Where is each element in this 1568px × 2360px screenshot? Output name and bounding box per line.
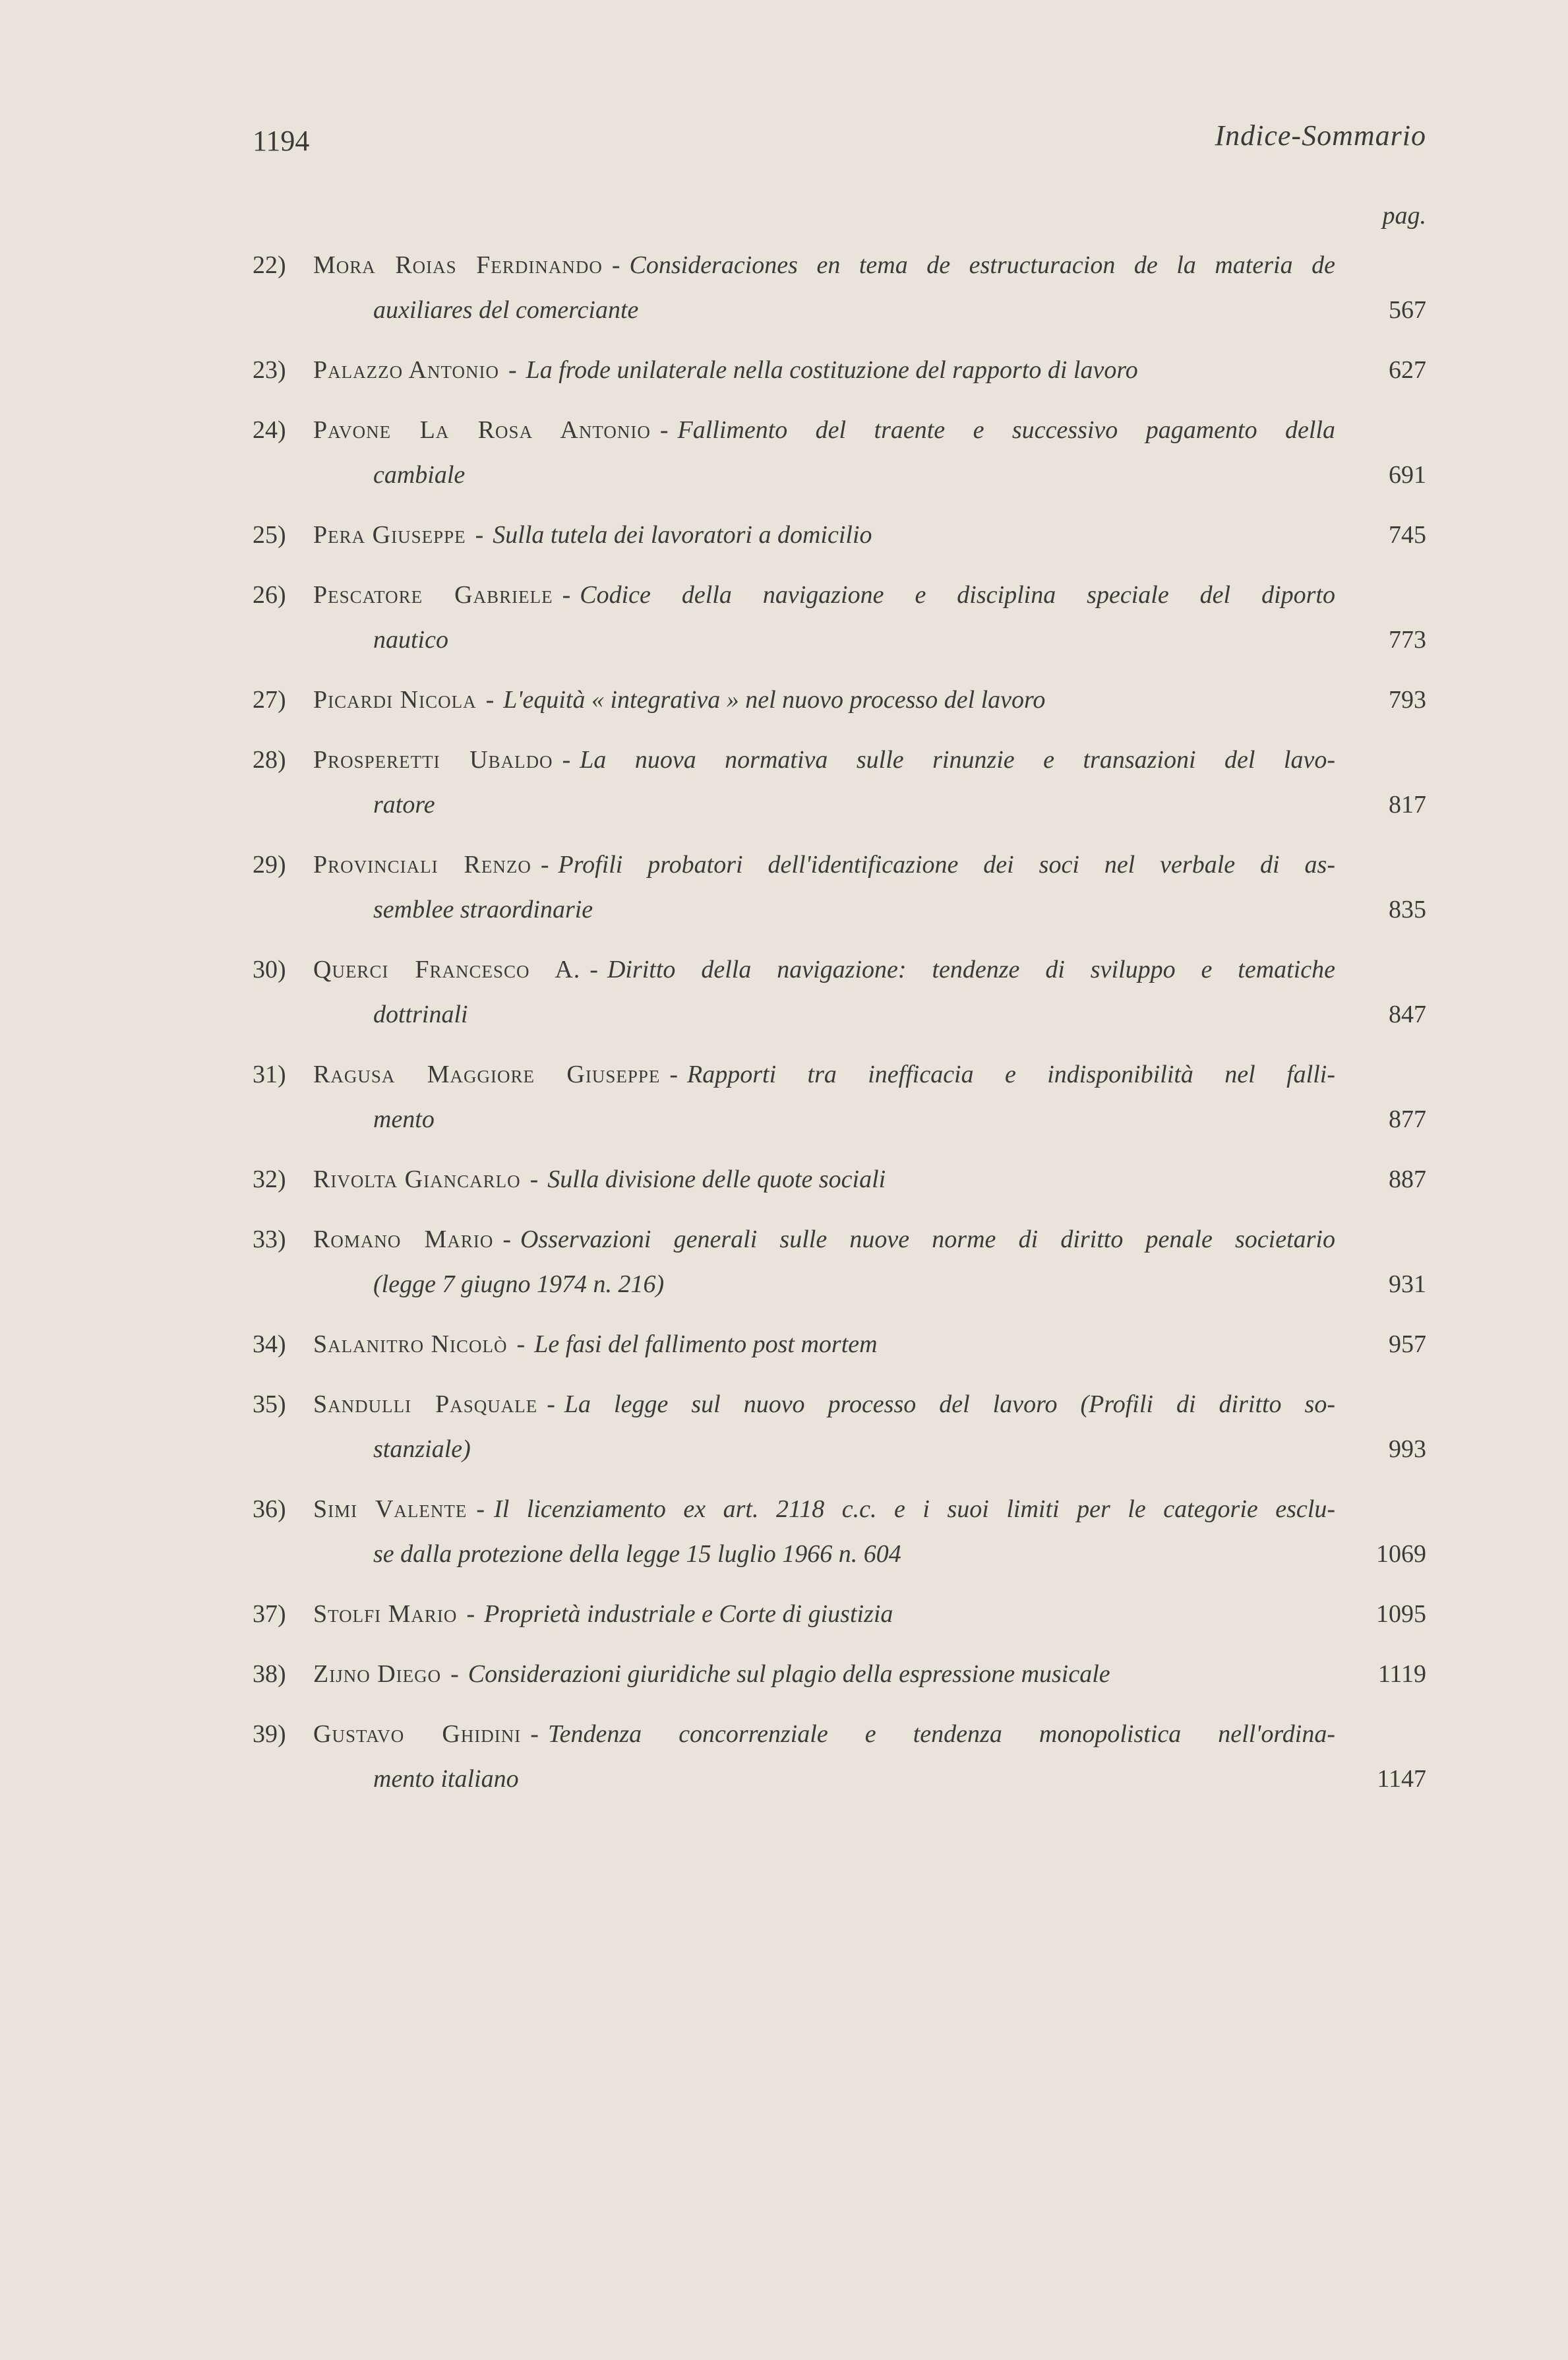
- toc-entry: [253, 1052, 1426, 1142]
- page-number: 1194: [253, 125, 310, 157]
- entry-line-text: [373, 288, 638, 332]
- separator-dash: -: [475, 521, 484, 549]
- entry-number: 27): [253, 686, 286, 714]
- separator-dash: -: [485, 686, 495, 714]
- entry-author: Provinciali Renzo: [313, 851, 531, 879]
- entry-body: [313, 1322, 1335, 1367]
- entry-author: Pescatore Gabriele: [313, 581, 553, 609]
- entry-title: Le fasi del fallimento post mortem: [534, 1330, 878, 1358]
- entry-line-text: [313, 348, 1138, 392]
- leader-dots: [1054, 677, 1335, 722]
- entry-title: Diritto della navigazione: tendenze di sviluppo e tematiche: [607, 956, 1335, 983]
- separator-dash: -: [547, 1390, 555, 1418]
- toc-entry: [253, 1217, 1426, 1307]
- entry-author: Ragusa Maggiore Giuseppe: [313, 1061, 661, 1088]
- entry-title: Sulla tutela dei lavoratori a domicilio: [493, 521, 872, 549]
- entry-body: [313, 1052, 1335, 1142]
- entry-title: mento: [373, 1105, 435, 1133]
- entry-number: 37): [253, 1600, 286, 1628]
- entry-line: [313, 1532, 1335, 1576]
- separator-dash: -: [530, 1720, 539, 1748]
- running-header-title: Indice-Sommario: [1215, 119, 1426, 152]
- entry-author: Mora Roias Ferdinando: [313, 251, 603, 279]
- entry-line: [313, 512, 1335, 557]
- entry-author: Palazzo Antonio: [313, 356, 499, 384]
- leader-dots: [911, 1532, 1335, 1576]
- entry-title: mento italiano: [373, 1765, 519, 1793]
- entry-line: [313, 842, 1335, 887]
- separator-dash: -: [508, 356, 517, 384]
- entry-body: [313, 348, 1335, 392]
- toc-entry: [253, 408, 1426, 497]
- entry-title: Consideraciones en tema de estructuracion de la materia de: [629, 251, 1335, 279]
- separator-dash: -: [659, 416, 669, 444]
- entry-line: [313, 243, 1335, 288]
- entry-number: 36): [253, 1495, 286, 1523]
- entry-body: [313, 1712, 1335, 1801]
- toc-entry: [253, 348, 1426, 392]
- entry-number: 32): [253, 1165, 286, 1193]
- entry-line-text: [373, 1532, 901, 1576]
- entry-line-text: [313, 1322, 878, 1367]
- entry-line-text: [373, 617, 448, 662]
- entry-line: [313, 1052, 1335, 1097]
- entry-page: 817: [1389, 791, 1426, 819]
- leader-dots: [902, 1592, 1335, 1636]
- separator-dash: -: [466, 1600, 475, 1628]
- entry-body: [313, 677, 1335, 722]
- leader-dots: [887, 1322, 1335, 1367]
- toc-entry: [253, 1382, 1426, 1472]
- entry-body: [313, 243, 1335, 332]
- entry-number: 38): [253, 1660, 286, 1688]
- entry-title: ratore: [373, 791, 435, 819]
- entry-line: [313, 1652, 1335, 1696]
- leader-dots: [895, 1157, 1335, 1202]
- entry-body: [313, 512, 1335, 557]
- toc-entry: [253, 573, 1426, 662]
- entry-body: [313, 573, 1335, 662]
- entry-author: Salanitro Nicolò: [313, 1330, 508, 1358]
- entry-line: [313, 1322, 1335, 1367]
- entry-page: 1119: [1377, 1660, 1426, 1688]
- table-of-contents: [253, 243, 1426, 1817]
- entry-line: [313, 288, 1335, 332]
- leader-dots: [528, 1756, 1335, 1801]
- separator-dash: -: [450, 1660, 459, 1688]
- entry-line: [313, 677, 1335, 722]
- leader-dots: [648, 288, 1335, 332]
- entry-line: [313, 947, 1335, 992]
- entry-line-text: [313, 512, 872, 557]
- entry-line-text: [313, 677, 1045, 722]
- entry-page: 773: [1389, 626, 1426, 654]
- entry-title: Proprietà industriale e Corte di giustizia: [484, 1600, 893, 1628]
- entry-line: [313, 1427, 1335, 1472]
- entry-page: 931: [1389, 1270, 1426, 1298]
- entry-line: [313, 782, 1335, 827]
- leader-dots: [477, 992, 1335, 1037]
- toc-entry: [253, 842, 1426, 932]
- entry-body: [313, 737, 1335, 827]
- entry-line: [313, 1382, 1335, 1427]
- entry-page: 993: [1389, 1435, 1426, 1463]
- entry-body: [313, 1217, 1335, 1307]
- toc-entry: [253, 1157, 1426, 1202]
- entry-page: 847: [1389, 1001, 1426, 1028]
- entry-author: Picardi Nicola: [313, 686, 477, 714]
- entry-title: Fallimento del traente e successivo pagamento della: [677, 416, 1335, 444]
- entry-author: Gustavo Ghidini: [313, 1720, 522, 1748]
- entry-title: L'equità « integrativa » nel nuovo processo del lavoro: [503, 686, 1046, 714]
- entry-author: Querci Francesco A.: [313, 956, 581, 983]
- entry-title: semblee straordinarie: [373, 896, 593, 923]
- leader-dots: [480, 1427, 1335, 1472]
- entry-title: Osservazioni generali sulle nuove norme di diritto penale societario: [520, 1226, 1335, 1253]
- entry-number: 26): [253, 581, 286, 609]
- entry-author: Pera Giuseppe: [313, 521, 466, 549]
- entry-line: [313, 1217, 1335, 1262]
- entry-author: Sandulli Pasquale: [313, 1390, 538, 1418]
- entry-line: [313, 348, 1335, 392]
- entry-number: 22): [253, 251, 286, 279]
- entry-page: 1069: [1376, 1540, 1426, 1568]
- toc-entry: [253, 1487, 1426, 1576]
- entry-title: auxiliares del comerciante: [373, 296, 639, 324]
- entry-number: 31): [253, 1061, 286, 1088]
- separator-dash: -: [516, 1330, 526, 1358]
- entry-number: 28): [253, 746, 286, 774]
- page-column-label: pag.: [1382, 202, 1426, 230]
- entry-page: 957: [1389, 1330, 1426, 1358]
- entry-page: 835: [1389, 896, 1426, 923]
- entry-number: 34): [253, 1330, 286, 1358]
- toc-entry: [253, 1592, 1426, 1636]
- separator-dash: -: [669, 1061, 678, 1088]
- entry-page: 793: [1389, 686, 1426, 714]
- entry-title: La legge sul nuovo processo del lavoro (Profili di diritto so-: [564, 1390, 1336, 1418]
- entry-page: 887: [1389, 1165, 1426, 1193]
- separator-dash: -: [562, 746, 571, 774]
- toc-entry: [253, 947, 1426, 1037]
- entry-line: [313, 452, 1335, 497]
- leader-dots: [1120, 1652, 1335, 1696]
- entry-title: La frode unilaterale nella costituzione del rapporto di lavoro: [526, 356, 1138, 384]
- entry-body: [313, 1382, 1335, 1472]
- entry-number: 33): [253, 1226, 286, 1253]
- toc-entry: [253, 512, 1426, 557]
- entry-title: Il licenziamento ex art. 2118 c.c. e i suoi limiti per le categorie esclu-: [494, 1495, 1335, 1523]
- entry-line: [313, 617, 1335, 662]
- separator-dash: -: [502, 1226, 511, 1253]
- separator-dash: -: [540, 851, 549, 879]
- entry-body: [313, 408, 1335, 497]
- entry-author: Stolfi Mario: [313, 1600, 458, 1628]
- toc-entry: [253, 737, 1426, 827]
- entry-line: [313, 408, 1335, 452]
- entry-title: dottrinali: [373, 1001, 468, 1028]
- entry-author: Zijno Diego: [313, 1660, 442, 1688]
- toc-entry: [253, 677, 1426, 722]
- entry-line-text: [373, 782, 435, 827]
- entry-page: 627: [1389, 356, 1426, 384]
- entry-number: 23): [253, 356, 286, 384]
- entry-line: [313, 1756, 1335, 1801]
- entry-author: Rivolta Giancarlo: [313, 1165, 521, 1193]
- entry-title: Sulla divisione delle quote sociali: [547, 1165, 886, 1193]
- entry-number: 35): [253, 1390, 286, 1418]
- entry-page: 1147: [1377, 1765, 1426, 1793]
- entry-number: 39): [253, 1720, 286, 1748]
- entry-line-text: [373, 1262, 664, 1307]
- entry-author: Pavone La Rosa Antonio: [313, 416, 651, 444]
- entry-author: Simi Valente: [313, 1495, 467, 1523]
- separator-dash: -: [589, 956, 598, 983]
- leader-dots: [444, 1097, 1335, 1142]
- entry-title: stanziale): [373, 1435, 471, 1463]
- entry-line: [313, 1487, 1335, 1532]
- entry-title: se dalla protezione della legge 15 luglio 1966 n. 604: [373, 1540, 901, 1568]
- entry-author: Romano Mario: [313, 1226, 494, 1253]
- entry-page: 877: [1389, 1105, 1426, 1133]
- entry-title: (legge 7 giugno 1974 n. 216): [373, 1270, 665, 1298]
- separator-dash: -: [476, 1495, 485, 1523]
- entry-number: 29): [253, 851, 286, 879]
- entry-line-text: [373, 887, 593, 932]
- entry-page: 1095: [1376, 1600, 1426, 1628]
- leader-dots: [882, 512, 1336, 557]
- entry-title: Tendenza concorrenziale e tendenza monopolistica nell'ordina-: [547, 1720, 1336, 1748]
- entry-title: cambiale: [373, 461, 466, 489]
- entry-line-text: [373, 1427, 471, 1472]
- toc-entry: [253, 1322, 1426, 1367]
- entry-line: [313, 1262, 1335, 1307]
- toc-entry: [253, 1712, 1426, 1801]
- entry-body: [313, 1592, 1335, 1636]
- entry-line-text: [373, 452, 465, 497]
- entry-body: [313, 1652, 1335, 1696]
- entry-line: [313, 1157, 1335, 1202]
- entry-author: Prosperetti Ubaldo: [313, 746, 553, 774]
- leader-dots: [673, 1262, 1335, 1307]
- entry-title: Profili probatori dell'identificazione dei soci nel verbale di as-: [558, 851, 1335, 879]
- separator-dash: -: [611, 251, 620, 279]
- entry-number: 30): [253, 956, 286, 983]
- entry-number: 24): [253, 416, 286, 444]
- entry-body: [313, 947, 1335, 1037]
- entry-body: [313, 1157, 1335, 1202]
- leader-dots: [444, 782, 1335, 827]
- entry-line: [313, 737, 1335, 782]
- entry-line-text: [373, 1756, 519, 1801]
- entry-line: [313, 1097, 1335, 1142]
- toc-entry: [253, 1652, 1426, 1696]
- entry-line: [313, 573, 1335, 617]
- entry-page: 567: [1389, 296, 1426, 324]
- leader-dots: [602, 887, 1335, 932]
- separator-dash: -: [529, 1165, 539, 1193]
- entry-title: Considerazioni giuridiche sul plagio della espressione musicale: [467, 1660, 1110, 1688]
- leader-dots: [1147, 348, 1335, 392]
- entry-page: 691: [1389, 461, 1426, 489]
- entry-body: [313, 842, 1335, 932]
- entry-title: Codice della navigazione e disciplina speciale del diporto: [580, 581, 1335, 609]
- entry-line-text: [313, 1157, 886, 1202]
- entry-line: [313, 1712, 1335, 1756]
- entry-line: [313, 1592, 1335, 1636]
- entry-number: 25): [253, 521, 286, 549]
- entry-body: [313, 1487, 1335, 1576]
- entry-line-text: [373, 992, 468, 1037]
- leader-dots: [474, 452, 1335, 497]
- entry-line: [313, 992, 1335, 1037]
- entry-line-text: [313, 1592, 893, 1636]
- leader-dots: [458, 617, 1335, 662]
- entry-title: Rapporti tra inefficacia e indisponibilità nel falli-: [687, 1061, 1335, 1088]
- entry-line-text: [313, 1652, 1110, 1696]
- entry-line-text: [373, 1097, 435, 1142]
- entry-line: [313, 887, 1335, 932]
- entry-page: 745: [1389, 521, 1426, 549]
- toc-entry: [253, 243, 1426, 332]
- separator-dash: -: [562, 581, 571, 609]
- entry-title: nautico: [373, 626, 448, 654]
- entry-title: La nuova normativa sulle rinunzie e transazioni del lavo-: [580, 746, 1335, 774]
